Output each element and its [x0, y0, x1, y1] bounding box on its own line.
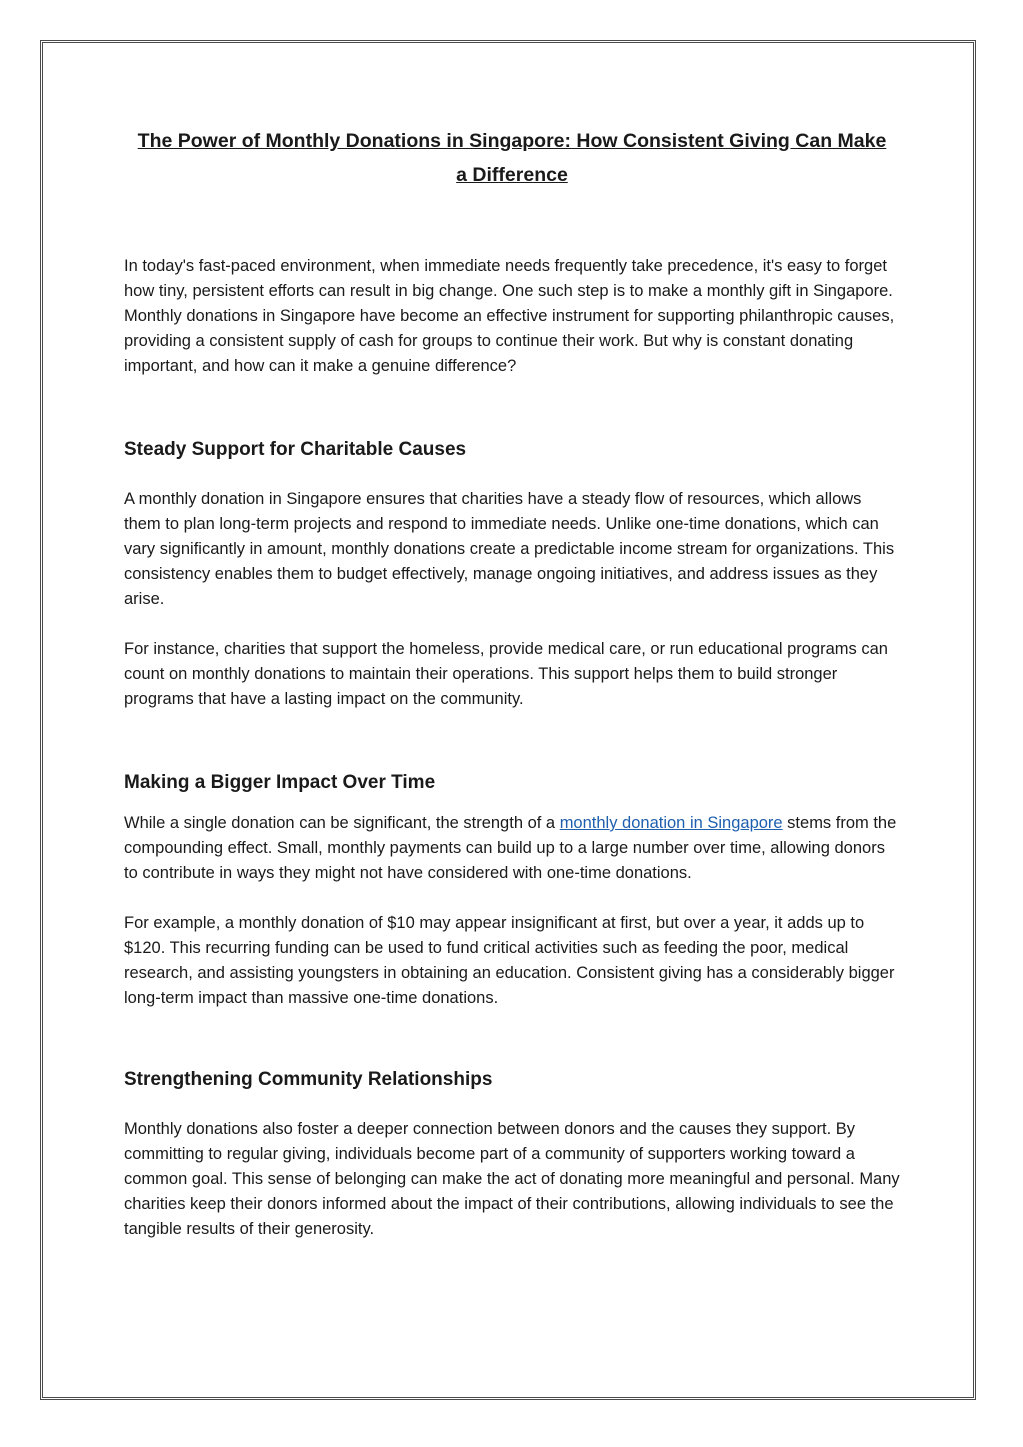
- section-2-text-before-link: While a single donation can be significant, the strength of a: [124, 814, 560, 832]
- section-heading-steady-support: Steady Support for Charitable Causes: [124, 439, 467, 460]
- document-body: [124, 124, 900, 1242]
- section-2-paragraph-1: [124, 811, 900, 886]
- document-title: The Power of Monthly Donations in Singapore: How Consistent Giving Can Make a Difference: [137, 130, 887, 186]
- section-1-paragraph-1: A monthly donation in Singapore ensures that charities have a steady flow of resources, which allows them to plan long-term projects and respond to immediate needs. Unlike one-time donations, which can vary significantly in amount, monthly donations create a predictable income stream for organizations. This consistency enables them to budget effectively, manage ongoing initiatives, and address issues as they arise.: [124, 490, 895, 608]
- section-3-paragraph-1: Monthly donations also foster a deeper connection between donors and the causes they support. By committing to regular giving, individuals become part of a community of supporters working toward a common goal. This sense of belonging can make the act of donating more meaningful and personal. Many charities keep their donors informed about the impact of their contributions, allowing individuals to see the tangible results of their generosity.: [124, 1120, 900, 1238]
- section-2-paragraph-2: For example, a monthly donation of $10 may appear insignificant at first, but over a year, it adds up to $120. This recurring funding can be used to fund critical activities such as feeding the poor, medical research, and assisting youngsters in obtaining an education. Consistent giving has a considerably bigger long-term impact than massive one-time donations.: [124, 914, 895, 1007]
- section-1-paragraph-2: For instance, charities that support the homeless, provide medical care, or run educational programs can count on monthly donations to maintain their operations. This support helps them to build stronger programs that have a lasting impact on the community.: [124, 640, 888, 708]
- section-heading-bigger-impact: Making a Bigger Impact Over Time: [124, 772, 436, 793]
- intro-paragraph: In today's fast-paced environment, when immediate needs frequently take precedence, it's easy to forget how tiny, persistent efforts can result in big change. One such step is to make a monthly gift in Singapore. Monthly donations in Singapore have become an effective instrument for supporting philanthropic causes, providing a consistent supply of cash for groups to continue their work. But why is constant donating important, and how can it make a genuine difference?: [124, 257, 895, 375]
- section-2-text-after-link: stems from the compounding effect. Small, monthly payments can build up to a large number over time, allowing donors to contribute in ways they might not have considered with one-time donations.: [124, 814, 897, 882]
- monthly-donation-link[interactable]: monthly donation in Singapore: [559, 814, 783, 832]
- section-heading-community: Strengthening Community Relationships: [124, 1069, 493, 1090]
